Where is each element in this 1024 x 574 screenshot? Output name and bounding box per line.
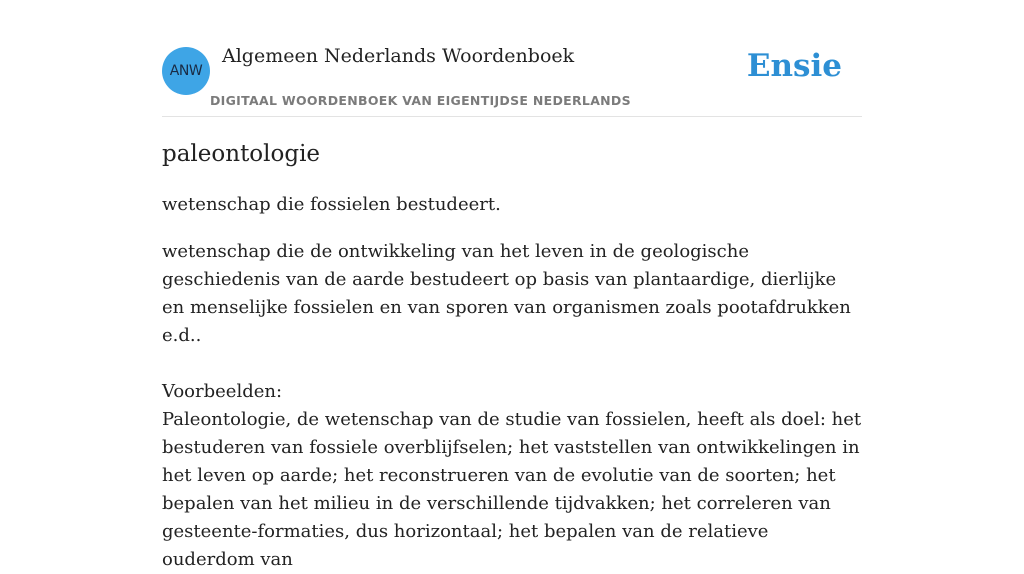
anw-logo-icon[interactable]: ANW bbox=[162, 47, 210, 95]
examples-label: Voorbeelden: bbox=[162, 381, 283, 402]
site-header bbox=[162, 0, 862, 117]
short-definition: wetenschap die fossielen bestudeert. bbox=[162, 194, 501, 215]
example-text: Paleontologie, de wetenschap van de studie van fossielen, heeft als doel: het bestuderen van fossiele overblijfselen; het vaststellen van ontwikkelingen in het leven op aarde; het reconstrueren van de evolutie van de soorten; het bepalen van het milieu in de verschillende tijdvakken; het correleren van gesteente-formaties, dus horizontaal; het bepalen van de relatieve ouderdom van bbox=[162, 409, 862, 570]
site-title[interactable]: Algemeen Nederlands Woordenboek bbox=[222, 45, 575, 67]
entry-word: paleontologie bbox=[162, 141, 321, 167]
ensie-brand-link[interactable]: Ensie bbox=[746, 48, 842, 84]
content-column bbox=[162, 0, 862, 574]
site-subtitle: DIGITAAL WOORDENBOEK VAN EIGENTIJDSE NEDERLANDS bbox=[210, 93, 631, 108]
paragraph-spacer bbox=[162, 350, 862, 378]
long-definition: wetenschap die de ontwikkeling van het leven in de geologische geschiedenis van de aarde bestudeert op basis van plantaardige, dierlijke en menselijke fossielen en van sporen van organismen zoals pootafdrukken e.d.. bbox=[162, 241, 851, 346]
long-definition-block bbox=[162, 238, 862, 574]
